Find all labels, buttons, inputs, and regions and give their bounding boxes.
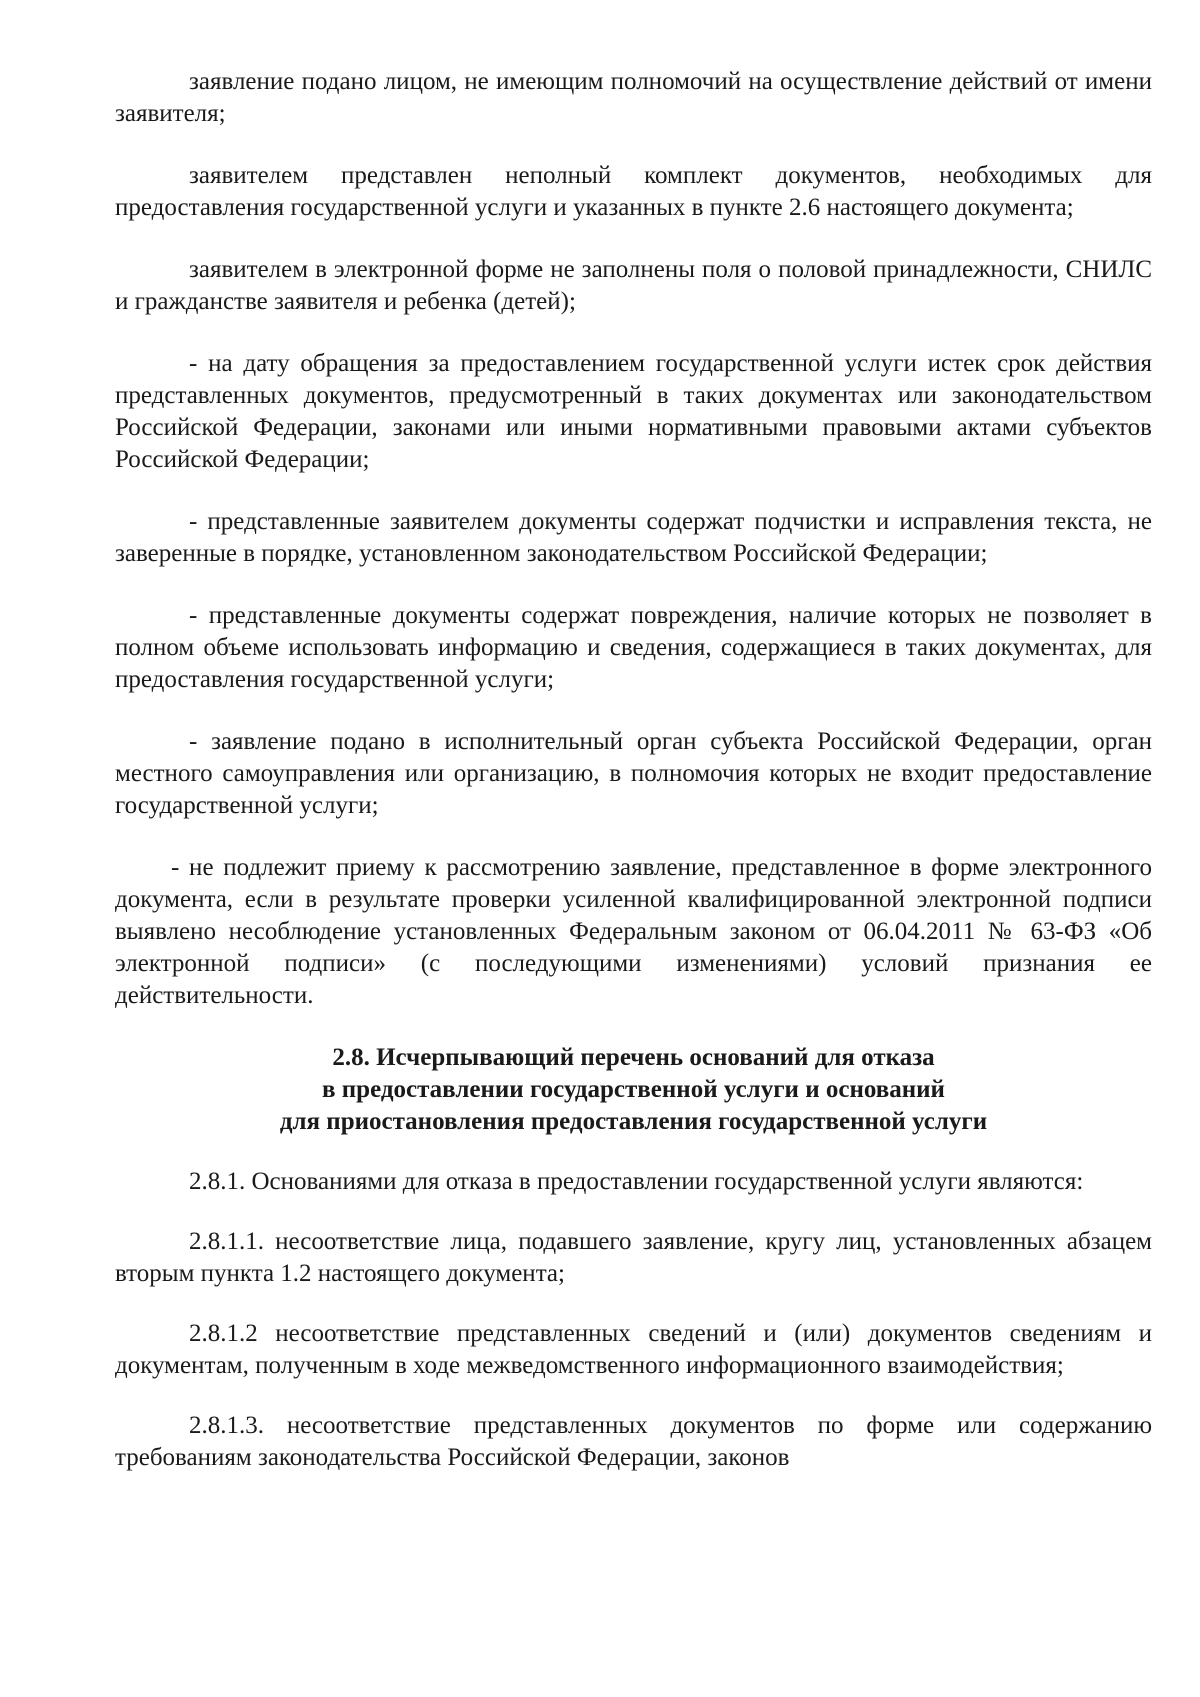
heading-line-1: 2.8. Исчерпывающий перечень оснований для отказа [332,1044,935,1071]
paragraph-2-8-1-2: 2.8.1.2 несоответствие представленных сведений и (или) документов сведениям и документам, полученным в ходе межведомственного информационного взаимодействия; [115,1320,1152,1379]
document-page [115,66,1152,1502]
section-heading-2-8 [115,1042,1152,1138]
paragraph-2-8-1: 2.8.1. Основаниями для отказа в предоставлении государственной услуги являются: [189,1168,1084,1195]
paragraph-2-8-1-3: 2.8.1.3. несоответствие представленных документов по форме или содержанию требованиям законодательства Российской Федерации, законов [115,1412,1152,1471]
paragraph-no-authority: заявление подано лицом, не имеющим полномочий на осуществление действий от имени заявителя; [115,68,1152,127]
paragraph-incomplete-set: заявителем представлен неполный комплект документов, необходимых для предоставления государственной услуги и указанных в пункте 2.6 настоящего документа; [115,162,1152,221]
paragraph-signature-check: - не подлежит приему к рассмотрению заявление, представленное в форме электронного документа, если в результате проверки усиленной квалифицированной электронной подписи выявлено несоблюдение установленных Федеральным законом от 06.04.2011 № 63-ФЗ «Об электронной подписи» (с последующими изменениями) условий признания ее действительности. [115,854,1152,1009]
paragraph-damaged-documents: - представленные документы содержат повреждения, наличие которых не позволяет в полном объеме использовать информацию и сведения, содержащиеся в таких документах, для предоставления государственной услуги; [115,602,1152,693]
paragraph-expired-documents: - на дату обращения за предоставлением государственной услуги истек срок действия представленных документов, предусмотренный в таких документах или законодательством Российской Федерации, законами или иными нормативными правовыми актами субъектов Российской Федерации; [115,350,1152,473]
paragraph-wrong-authority: - заявление подано в исполнительный орган субъекта Российской Федерации, орган местного самоуправления или организацию, в полномочия которых не входит предоставление государственной услуги; [115,728,1152,819]
paragraph-empty-fields: заявителем в электронной форме не заполнены поля о половой принадлежности, СНИЛС и гражданстве заявителя и ребенка (детей); [115,256,1152,315]
heading-line-2: в предоставлении государственной услуги и оснований [322,1076,945,1103]
paragraph-erasures: - представленные заявителем документы содержат подчистки и исправления текста, не заверенные в порядке, установленном законодательством Российской Федерации; [115,508,1152,567]
paragraph-2-8-1-1: 2.8.1.1. несоответствие лица, подавшего заявление, кругу лиц, установленных абзацем вторым пункта 1.2 настоящего документа; [115,1228,1152,1287]
heading-line-3: для приостановления предоставления государственной услуги [279,1108,988,1135]
